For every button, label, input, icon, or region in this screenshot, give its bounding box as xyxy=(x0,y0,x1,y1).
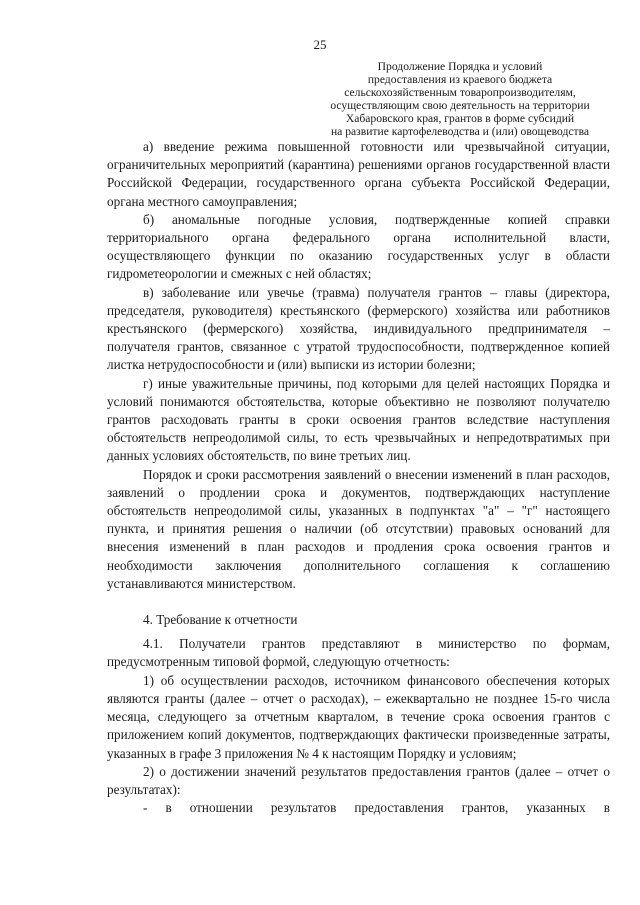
document-body xyxy=(107,138,610,817)
paragraph-item-2: 2) о достижении значений результатов предоставления грантов (далее – отчет о результатах): xyxy=(107,763,610,797)
header-line: на развитие картофелеводства и (или) овощеводства xyxy=(330,125,590,138)
paragraph-g: г) иные уважительные причины, под которыми для целей настоящих Порядка и условий понимаются обстоятельства, которые объективно не позволяют получателю грантов расходовать гранты в сроки освоения грантов вследствие наступления обстоятельств непреодолимой силы, то есть чрезвычайных и непредотвратимых при данных условиях обстоятельств, по вине третьих лиц. xyxy=(107,375,610,464)
header-line: осуществляющим свою деятельность на территории xyxy=(330,99,590,112)
paragraph-b: б) аномальные погодные условия, подтвержденные копией справки территориального органа федерального органа исполнительной власти, осуществляющего функции по оказанию государственных услуг в области гидрометеорологии и смежных с ней областях; xyxy=(107,211,610,282)
paragraph-a: а) введение режима повышенной готовности или чрезвычайной ситуации, ограничительных мероприятий (карантина) решениями органов государственной власти Российской Федерации, государственного органа субъекта Российской Федерации, органа местного самоуправления; xyxy=(107,139,610,209)
header-line: Хабаровского края, грантов в форме субсидий xyxy=(345,112,575,125)
page-number: 25 xyxy=(313,37,327,52)
paragraph-v: в) заболевание или увечье (травма) получателя грантов – главы (директора, председателя, руководителя) крестьянского (фермерского) хозяйства или работников крестьянского (фермерского) хозяйства, индивидуального предпринимателя – получателя грантов, связанное с утратой трудоспособности, подтвержденное копией листка нетрудоспособности и (или) выписки из истории болезни; xyxy=(107,284,610,373)
header-line: предоставления из краевого бюджета xyxy=(367,73,553,86)
paragraph-bullet: - в отношении результатов предоставления грантов, указанных в xyxy=(143,800,610,816)
document-header xyxy=(300,60,620,138)
paragraph-procedure: Порядок и сроки рассмотрения заявлений о внесении изменений в план расходов, заявлений о продлении срока и документов, подтверждающих наступление обстоятельств непреодолимой силы, указанных в подпунктах "а" – "г" настоящего пункта, и принятия решения о наличии (об отсутствии) правовых оснований для внесения изменений в план расходов и продления срока освоения грантов и необходимости заключения дополнительного соглашения к соглашению устанавливаются министерством. xyxy=(107,466,610,591)
section-heading: 4. Требование к отчетности xyxy=(143,612,298,628)
paragraph-item-1: 1) об осуществлении расходов, источником финансового обеспечения которых являются гранты (далее – отчет о расходах), – ежеквартально не позднее 15-го числа месяца, следующего за отчетным кварталом, в течение срока освоения грантов с приложением копий документов, подтверждающих фактически произведенные затраты, указанных в графе 3 приложения № 4 к настоящим Порядку и условиям; xyxy=(107,672,610,761)
header-line: сельскохозяйственным товаропроизводителям, xyxy=(344,86,576,99)
header-line: Продолжение Порядка и условий xyxy=(377,60,543,73)
paragraph-4-1: 4.1. Получатели грантов представляют в министерство по формам, предусмотренным типовой формой, следующую отчетность: xyxy=(107,636,610,670)
